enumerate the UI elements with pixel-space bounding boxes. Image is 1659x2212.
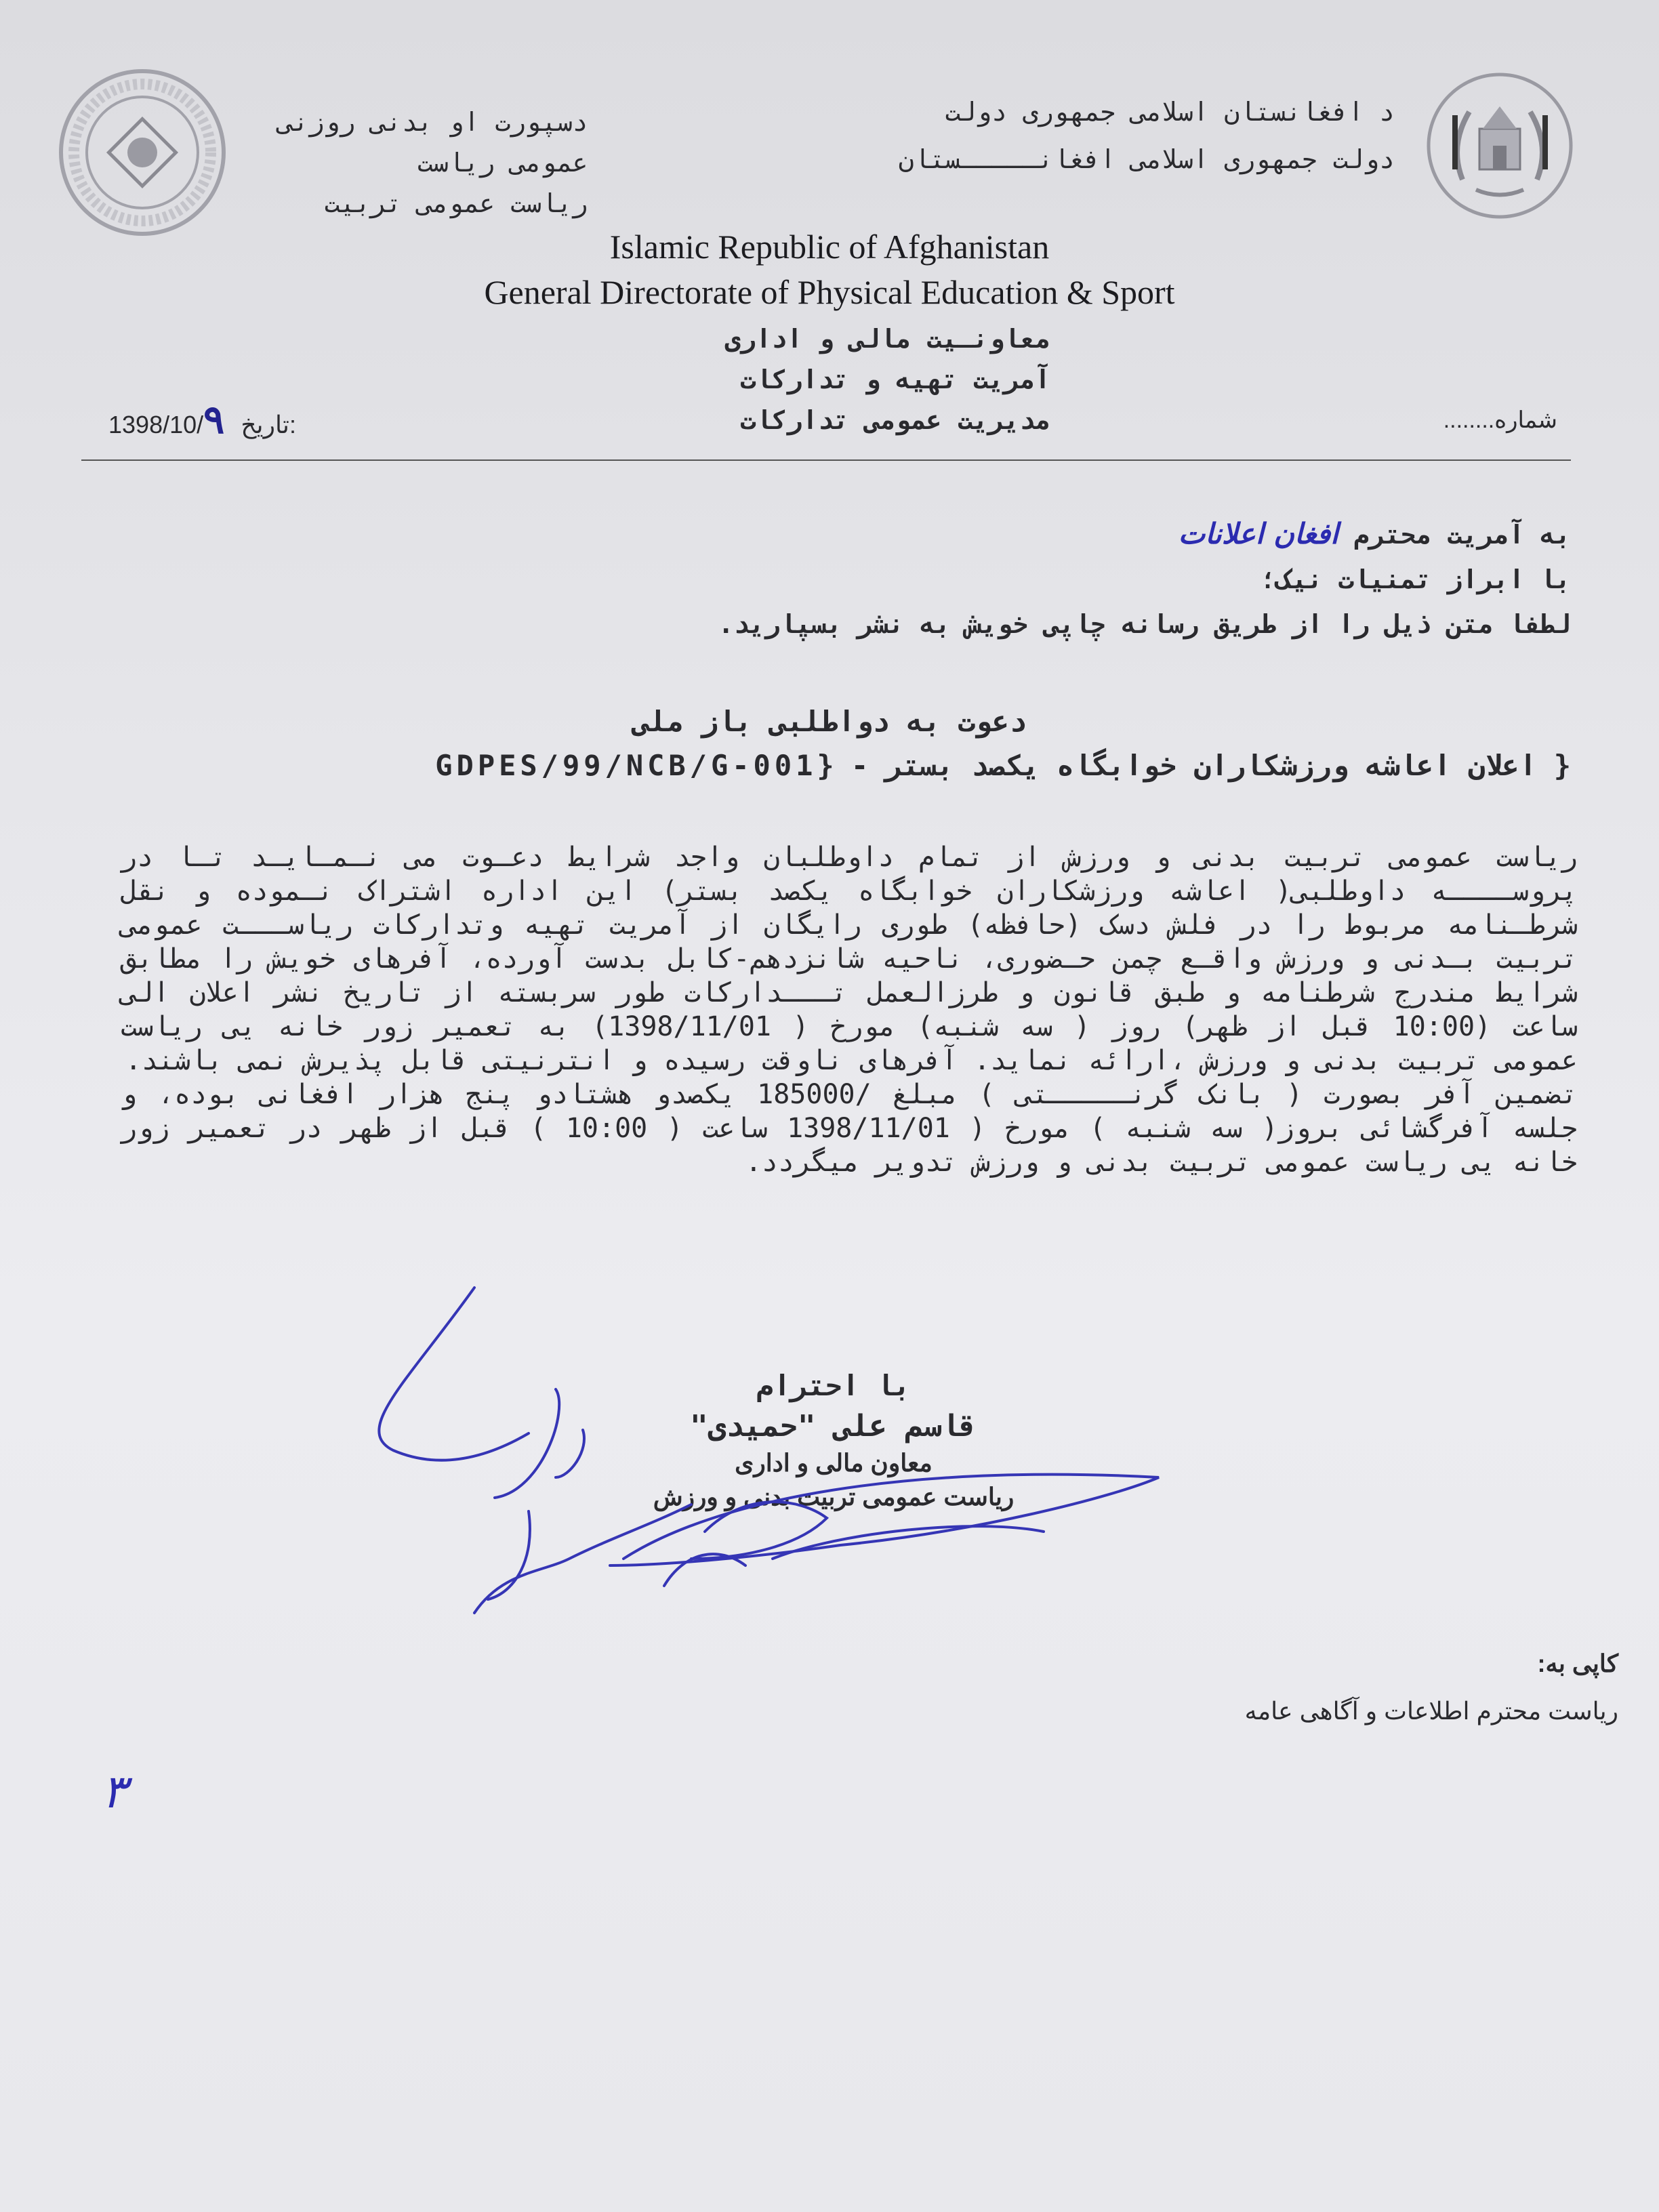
english-title-country: Islamic Republic of Afghanistan bbox=[609, 228, 1050, 266]
body-paragraph-2: تضمین آفر بصورت ( بانک گرنـــــتی ) مبلغ /185000 یکصدو هشتادو پنج هزار افغانی بوده، و جلسه آفرگشائی بروز( سه شنبه ) مورخ ( 1398/11/01 ساعت ( 10:00 ) قبل از ظهر در تعمیر زور خانه یی ریاست عمومی تربیت بدنی و ورزش تدویر میگردد. bbox=[121, 1079, 1578, 1178]
header-persian-left bbox=[278, 102, 588, 224]
header-right-line: د افغانستان اسلامی جمهوری دولت bbox=[945, 97, 1395, 127]
signature-organization: ریاست عمومی تربیت بدنی و ورزش bbox=[653, 1483, 1015, 1511]
sports-directorate-seal-icon bbox=[54, 64, 230, 241]
salutation-line-2: با ابراز تمنیات نیک؛ bbox=[1261, 565, 1571, 594]
letter-body bbox=[121, 840, 1578, 1179]
header-persian-right bbox=[899, 88, 1395, 183]
department-line: معاونـیت مالی و اداری bbox=[724, 324, 1050, 354]
salutation-line-3: لطفا متن ذیل را از طریق رسانه چاپی خویش به نشر بسپارید. bbox=[718, 609, 1571, 639]
notice-reference: { اعلان اعاشه ورزشکاران خوابگاه یکصد بستر - {GDPES/99/NCB/G-001 bbox=[435, 749, 1571, 782]
salutation-line-1 bbox=[718, 512, 1571, 557]
salutation-block bbox=[718, 512, 1571, 647]
date-value: 1398/10/ bbox=[108, 411, 204, 438]
header-divider bbox=[81, 459, 1571, 461]
page-number-handwritten: ۳ bbox=[102, 1765, 127, 1819]
date-block bbox=[108, 396, 296, 443]
body-paragraph-1: ریاست عمومی تربیت بدنی و ورزش از تمام داوطلبان واجد شرایط دعـوت می نـمـایـد تـا در پروســــه داوطلبی( اعاشه ورزشکاران خوابگاه یکصد بستر) این اداره اشتراک نـموده و نقل شرطـنامه مربوط را در فلش دسک (حافظه) طوری رایگان از آمریت تهیه وتدارکات ریاســـت عمومی تربیت بـدنی و ورزش واقـع چمن حـضوری، ناحیه شانزدهم-کابل بدست آورده، آفرهای خویش را مطابق شرایط مندرج شرطنامه و طبق قانون و طرزالعمل تـــدارکات طور سربسته از تاریخ نشر اعلان الی ساعت (10:00 قبل از ظهر) روز ( سه شنبه) مورخ ( 1398/11/01) به تعمیر زور خانه یی ریاست عمومی تربیت بدنی و ورزش ،ارائه نماید. آفرهای ناوقت رسیده و انترنیتی قابل پذیرش نمی باشند. bbox=[121, 842, 1578, 1076]
date-day-handwritten: ۹ bbox=[203, 398, 225, 442]
letter-number-label: شماره........ bbox=[1443, 407, 1557, 433]
salutation-prefix: به آمریت محترم bbox=[1353, 520, 1571, 550]
signature-role: معاون مالی و اداری bbox=[735, 1449, 933, 1477]
copy-to-recipient: ریاست محترم اطلاعات و آگاهی عامه bbox=[1244, 1697, 1618, 1725]
header-left-line: ریاست عمومی تربیت bbox=[324, 188, 588, 218]
handwritten-signature-icon bbox=[366, 1274, 1247, 1715]
signature-respect: با احترام bbox=[756, 1369, 911, 1402]
signature-name: قاسم علی "حمیدی" bbox=[690, 1409, 977, 1443]
department-block bbox=[610, 319, 1050, 441]
copy-to-label: کاپی به: bbox=[1537, 1650, 1618, 1677]
department-line: مدیریت عمومی تدارکات bbox=[740, 405, 1050, 435]
department-line: آمریت تهیه و تدارکات bbox=[740, 365, 1050, 394]
english-title-directorate: General Directorate of Physical Education & Sport bbox=[484, 273, 1175, 311]
date-label: تاریخ: bbox=[241, 411, 296, 438]
afghanistan-emblem-icon bbox=[1422, 64, 1578, 227]
addressee-handwritten: افغان اعلانات bbox=[1178, 517, 1338, 550]
notice-title: دعوت به دواطلبی باز ملی bbox=[632, 705, 1027, 738]
header-right-line: دولت جمهوری اسلامی افغانـــــستان bbox=[898, 144, 1395, 174]
header-left-line: عمومی ریاست bbox=[417, 148, 588, 178]
header-left-line: دسپورت او بدنی روزنی bbox=[278, 107, 588, 137]
copy-to-block bbox=[1245, 1640, 1618, 1735]
